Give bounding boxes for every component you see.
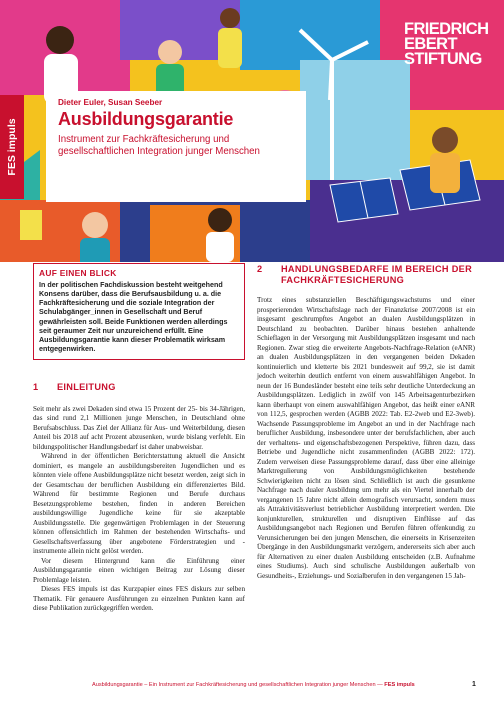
footer-text [92,682,415,688]
section-2-paragraph: Trotz eines substanziellen Beschäftigungswachstums und einer prosperierenden Wirtschaftslage nach der Finanzkrise 2007/2008 ist ein insgesamt geschrumpftes Angebot an dualen Ausbildungsplätzen in Deutschland zu beobachten. Darüber hinaus bestehen anhaltende Schieflagen in der Versorgung mit Ausbildungsplätzen insgesamt und nach Regionen. Zwar stieg die erweiterte Angebots-Nachfrage-Relation (eANR) an dualen Ausbildungsplätzen in den vergangenen beiden Dekaden kontinuierlich und kletterte bis 2021 bundesweit auf 99,2, sie ist damit jedoch weiterhin deutlich entfernt von einem auswahlfähigen Angebot. In neun der 16 Bundesländer besteht eine teils sehr deutliche Unterdeckung an Ausbildungsplätzen. Lediglich in zwölf von 145 Arbeitsagenturbezirken kann überhaupt von einem auswahlfähigen Angebot, das heißt einer eANR von 112,5, gesprochen werden (AGBB 2022: Tab. E2-2web und E2-3web). Wachsende Passungsprobleme im Angebot an und in der Nachfrage nach beruflicher Ausbildung, insbesondere unter der berufsfachlichen, aber auch der verhaltens- und eigenschaftsbezogenen Perspektive, führen dazu, dass Betriebe und Jugendliche nicht zusammenfinden (AGBB 2022: 172). Zudem verweisen diese Passungsprobleme darauf, dass über eine alleinige Marktregulierung von Ausbildungsmöglichkeiten bestehende Schwierigkeiten nicht zu lösen sind. Schließlich ist auch die gesunkene Nachfrage nach dualer Ausbildung um mehr als ein Viertel innerhalb der vergangenen 15 Jahre nicht allein demografisch verursacht, sondern muss als Attraktivitätsverlust betrieblicher Ausbildung interpretiert werden. Die konjunkturellen, strukturellen und disruptiven Einflüsse auf das Ausbildungsangebot nach Regionen und Berufen führen offenkundig zu Verunsicherungen bei den jungen Menschen, die einerseits in Krisenzeiten Übergänge in den Ausbildungsmarkt verzögern, andererseits sich aber auch für Alternativen zu einer dualen Ausbildung entscheiden (z.B. Aufnahme eines Studiums). Auch sind schulische Ausbildungen außerhalb von Gesundheits-, Erziehungs- und Sozialberufen in den vergangenen 15 Jah- [257,296,475,580]
page-number: 1 [472,681,476,688]
logo-line-3: STIFTUNG [404,50,482,68]
summary-heading: AUF EINEN BLICK [39,268,117,278]
authors: Dieter Euler, Susan Seeber [58,98,163,107]
page-title: Ausbildungsgarantie [58,109,234,129]
footer-series: FES impuls [384,682,415,688]
section-1-paragraph: Seit mehr als zwei Dekaden sind etwa 15 Prozent der 25- bis 34-Jährigen, das sind rund 2,1 Millionen junge Menschen, in Deutschland ohne Berufsabschluss. Das Ziel der Allianz für Aus- und Weiterbildung, diesen Anteil bis 2018 auf acht Prozent abzusenken, wurde bislang verfehlt. Ein bildungspolitischer Handlungsbedarf ist daher unabweisbar. [33,404,245,451]
section-2-number: 2 [257,264,263,274]
section-2-heading [257,264,475,285]
section-2-title: HANDLUNGSBEDARFE IM BEREICH DER FACHKRÄFTESICHERUNG [281,264,473,285]
summary-box [33,263,245,360]
section-1-title: EINLEITUNG [57,382,116,393]
series-label: FES impuls [6,118,18,176]
summary-text: In der politischen Fachdiskussion besteht weitgehend Konsens darüber, dass die Berufsausbildung u. a. die Fachkräftesicherung und die soziale Integration der Schulabgänger_innen in Gesellschaft und Beruf gewährleisten soll. Beide Funktionen werden allerdings seit geraumer Zeit nur unzureichend erfüllt. Eine Ausbildungsgarantie kann dieser Problematik wirksam entgegenwirken. [39,281,228,354]
section-1-body [33,405,245,614]
series-side-band [0,95,24,199]
section-1-paragraph: Vor diesem Hintergrund kann die Einführung einer Ausbildungsgarantie einen wichtigen Beitrag zur Lösung dieser Problemlage leisten. [33,556,245,584]
logo-line-1: FRIEDRICH [404,20,489,38]
title-box [46,91,306,202]
section-1-number: 1 [33,382,39,393]
section-1-paragraph: Während in der öffentlichen Berichterstattung aktuell die Ansicht dominiert, es mangele an ausbildungsbereiten Jugendlichen und es könnten viele offene Ausbildungsplätze nicht besetzt werden, zeigt sich in der Gesamtschau der beruflichen Ausbildung ein differenziertes Bild. Während für bestimmte Regionen und Berufe durchaus Besetzungsprobleme bestehen, finden in anderen Bereichen ausbildungswillige Jugendliche keine für sie akzeptable Ausbildungsstelle. Die gegenwärtigen Problemlagen in der Steuerung können offensichtlich im Rahmen der bestehenden Wirtschafts- und Gesellschaftsverfassung über angebotene Förderstrategien und -instrumente allein nicht gelöst werden. [33,452,245,556]
logo-line-2: EBERT [404,35,457,53]
fes-logo [404,22,496,67]
section-1-paragraph: Dieses FES impuls ist das Kurzpapier eines FES diskurs zur selben Thematik. Für genauere Ausführungen zu einzelnen Punkten kann auf diese Publikation zurückgegriffen werden. [33,585,245,613]
footer-title: Ausbildungsgarantie – Ein Instrument zur Fachkräftesicherung und gesellschaftlichen Integration junger Menschen — [92,682,385,688]
section-2-body [257,296,475,581]
right-column [257,263,475,581]
left-column [33,263,245,614]
section-1-heading [33,382,245,393]
subtitle: Instrument zur Fachkräftesicherung und gesellschaftlichen Integration junger Menschen [58,134,260,157]
cover-illustration [0,0,504,262]
